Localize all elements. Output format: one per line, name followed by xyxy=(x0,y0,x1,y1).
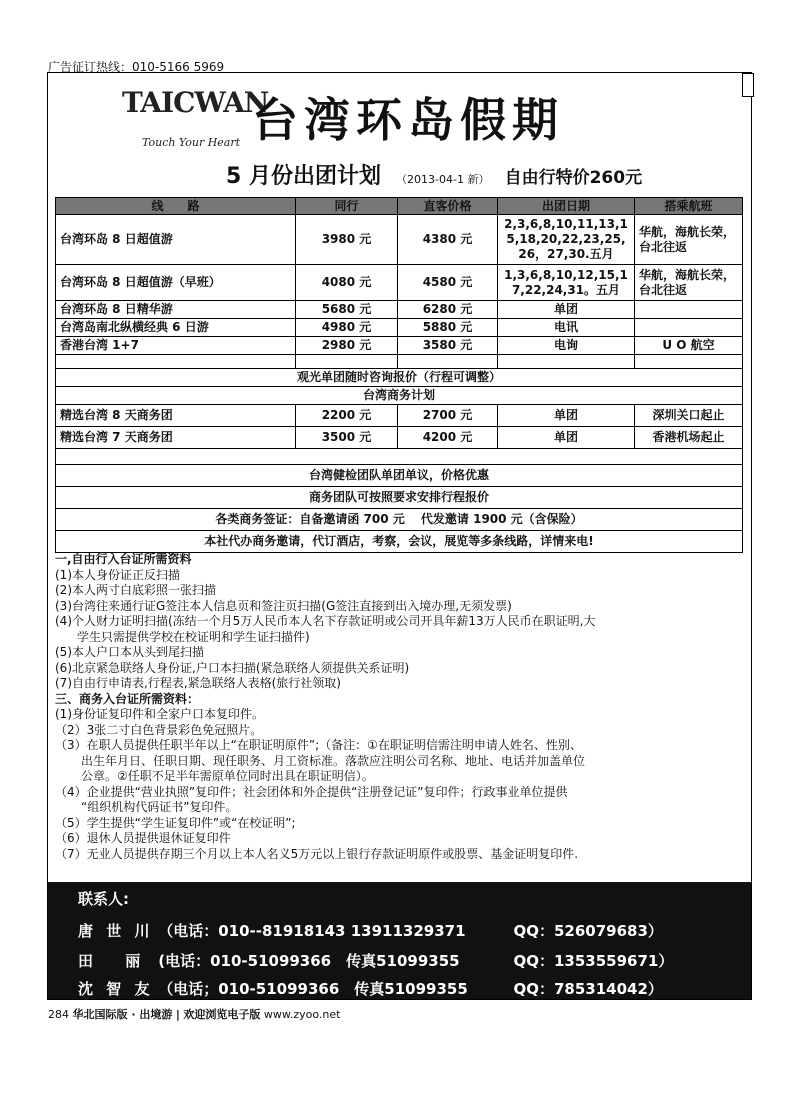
contact-label: 联系人: xyxy=(78,890,129,908)
list-item: (7)自由行申请表,行程表,紧急联络人表格(旅行社领取) xyxy=(55,676,341,690)
route: 台湾环岛 8 日超值游（早班） xyxy=(56,265,296,301)
list-item: (4)个人财力证明扫描(冻结一个月5万人民币本人名下存款证明或公司开具年薪13万人民币在职证明,大 xyxy=(55,614,596,628)
business-group-note: 商务团队可按照要求安排行程报价 xyxy=(56,487,743,509)
empty-cell xyxy=(635,355,743,369)
retail-price: 2700 元 xyxy=(398,405,498,427)
peer-price: 2200 元 xyxy=(296,405,398,427)
retail-price: 4580 元 xyxy=(398,265,498,301)
depart-dates: 电询 xyxy=(498,337,635,355)
depart-dates: 1,3,6,8,10,12,15,1 7,22,24,31。五月 xyxy=(498,265,635,301)
list-item: (5)本人户口本从头到尾扫描 xyxy=(55,645,204,659)
requirements xyxy=(55,552,745,862)
table-header-row xyxy=(56,198,743,215)
contact-phone: （电话：010--81918143 13911329371 xyxy=(158,922,466,940)
contact-name: 唐 世 川 xyxy=(78,922,154,940)
route: 台湾环岛 8 日超值游 xyxy=(56,215,296,265)
table-spacer-row xyxy=(56,355,743,369)
contact-box xyxy=(48,882,751,999)
table-row xyxy=(56,405,743,427)
list-item: （5）学生提供“学生证复印件”或“在校证明”; xyxy=(55,815,296,830)
list-item: (2)本人两寸白底彩照一张扫描 xyxy=(55,583,216,597)
list-item: 学生只需提供学校在校证明和学生证扫描件) xyxy=(77,629,310,644)
logo-tagline: Touch Your Heart xyxy=(142,136,241,149)
list-item: (1)本人身份证正反扫描 xyxy=(55,567,180,582)
health-check-note: 台湾健检团队单团单议，价格优惠 xyxy=(56,465,743,487)
list-item: （6）退休人员提供退休证复印件 xyxy=(55,831,231,845)
empty-cell xyxy=(56,355,296,369)
list-item: (6)北京紧急联络人身份证,户口本扫描(紧急联络人须提供关系证明) xyxy=(55,660,410,675)
list-item: (3)台湾往来通行证G签注本人信息页和签注页扫描(G签注直接到出入境办理,无须发票) xyxy=(55,598,512,613)
retail-price: 3580 元 xyxy=(398,337,498,355)
logo-text: TAICWAN xyxy=(122,86,269,119)
retail-price: 4200 元 xyxy=(398,427,498,449)
list-item: （2）3张二寸白色背景彩色免冠照片。 xyxy=(55,722,263,737)
empty-cell xyxy=(398,355,498,369)
list-item: （4）企业提供“营业执照”复印件；社会团体和外企提供“注册登记证”复印件；行政事业单位提供 xyxy=(55,784,568,799)
depart-dates: 2,3,6,8,10,11,13,1 5,18,20,22,23,25, 26，27,30.五月 xyxy=(498,215,635,265)
depart-dates: 单团 xyxy=(498,427,635,449)
route: 精选台湾 7 天商务团 xyxy=(56,427,296,449)
visa-fee-note: 各类商务签证：自备邀请函 700 元 代发邀请 1900 元（含保险） xyxy=(56,509,743,531)
depart-point: 香港机场起止 xyxy=(635,427,743,449)
depart-dates: 单团 xyxy=(498,405,635,427)
contact-phone: (电话：010-51099366 传真51099355 xyxy=(158,952,460,970)
sightseeing-note: 观光单团随时咨询报价（行程可调整） xyxy=(56,369,743,387)
contact-qq: QQ：526079683） xyxy=(513,922,663,940)
list-item: 公章。②任职不足半年需原单位同时出具在职证明信）。 xyxy=(81,769,374,783)
list-item: “组织机构代码证书”复印件。 xyxy=(81,800,238,814)
peer-price: 3980 元 xyxy=(296,215,398,265)
section1-title: 一,自由行入台证所需资料 xyxy=(55,552,192,566)
promo-price: 自由行特价260元 xyxy=(504,168,643,188)
list-item: (1)身份证复印件和全家户口本复印件。 xyxy=(55,707,264,721)
header-route: 线 路 xyxy=(56,198,296,215)
page-number: 284 xyxy=(48,1008,69,1021)
retail-price: 4380 元 xyxy=(398,215,498,265)
contact-row xyxy=(78,950,673,971)
table-row xyxy=(56,265,743,301)
business-plan-title: 台湾商务计划 xyxy=(56,387,743,405)
table-row xyxy=(56,319,743,337)
table-row xyxy=(56,301,743,319)
section3-title: 三、商务入台证所需资料： xyxy=(55,691,200,706)
peer-price: 2980 元 xyxy=(296,337,398,355)
plan-date: （2013-04-1 新） xyxy=(396,173,490,186)
empty-cell xyxy=(296,355,398,369)
empty-cell xyxy=(56,449,743,465)
frame-tab xyxy=(742,73,754,97)
contact-name: 田 丽 xyxy=(78,952,145,970)
table-row xyxy=(56,215,743,265)
footer-url-link[interactable]: www.zyoo.net xyxy=(263,1008,341,1021)
retail-price: 6280 元 xyxy=(398,301,498,319)
plan-title: 5 月份出团计划 xyxy=(226,164,381,189)
depart-dates: 电讯 xyxy=(498,319,635,337)
footer-section: 华北国际版 · 出境游 xyxy=(72,1008,173,1021)
table-row xyxy=(56,427,743,449)
flight xyxy=(635,319,743,337)
footer-site-text: 欢迎浏览电子版 xyxy=(183,1008,261,1021)
peer-price: 4080 元 xyxy=(296,265,398,301)
peer-price: 5680 元 xyxy=(296,301,398,319)
peer-price: 3500 元 xyxy=(296,427,398,449)
header-flight: 搭乘航班 xyxy=(635,198,743,215)
taiwan-logo xyxy=(122,80,269,156)
agency-services-note: 本社代办商务邀请，代订酒店，考察，会议，展览等多条线路，详情来电! xyxy=(56,531,743,553)
contact-row xyxy=(78,920,663,941)
route: 台湾环岛 8 日精华游 xyxy=(56,301,296,319)
list-item: （7）无业人员提供存期三个月以上本人名义5万元以上银行存款证明原件或股票、基金证明复印件. xyxy=(55,846,579,861)
header-retail: 直客价格 xyxy=(398,198,498,215)
list-item: 出生年月日、任职日期、现任职务、月工资标准。落款应注明公司名称、地址、电话并加盖单位 xyxy=(81,753,586,768)
flight xyxy=(635,301,743,319)
header-dates: 出团日期 xyxy=(498,198,635,215)
retail-price: 5880 元 xyxy=(398,319,498,337)
depart-dates: 单团 xyxy=(498,301,635,319)
flight: 华航，海航长荣，台北往返 xyxy=(635,215,743,265)
depart-point: 深圳关口起止 xyxy=(635,405,743,427)
table-row xyxy=(56,337,743,355)
contact-qq: QQ：1353559671） xyxy=(513,952,674,970)
peer-price: 4980 元 xyxy=(296,319,398,337)
route: 香港台湾 1+7 xyxy=(56,337,296,355)
header-peer: 同行 xyxy=(296,198,398,215)
list-item: （3）在职人员提供任职半年以上“在职证明原件”;（备注：①在职证明信需注明申请人姓名、性别、 xyxy=(55,738,582,752)
schedule-table xyxy=(55,197,743,553)
footer-separator: | xyxy=(175,1008,180,1021)
flight: U O 航空 xyxy=(635,337,743,355)
contact-name: 沈 智 友 xyxy=(78,980,154,998)
page-title: 台湾环岛假期 xyxy=(252,93,564,147)
route: 台湾岛南北纵横经典 6 日游 xyxy=(56,319,296,337)
contact-phone: （电话；010-51099366 传真51099355 xyxy=(158,980,468,998)
subtitle-row xyxy=(226,159,642,189)
flight: 华航，海航长荣，台北往返 xyxy=(635,265,743,301)
contact-row xyxy=(78,978,663,999)
contact-qq: QQ：785314042） xyxy=(513,980,663,998)
table-spacer-row xyxy=(56,449,743,465)
page-footer xyxy=(48,1006,340,1022)
ad-hotline: 广告征订热线：010-5166 5969 xyxy=(48,60,225,74)
route: 精选台湾 8 天商务团 xyxy=(56,405,296,427)
empty-cell xyxy=(498,355,635,369)
